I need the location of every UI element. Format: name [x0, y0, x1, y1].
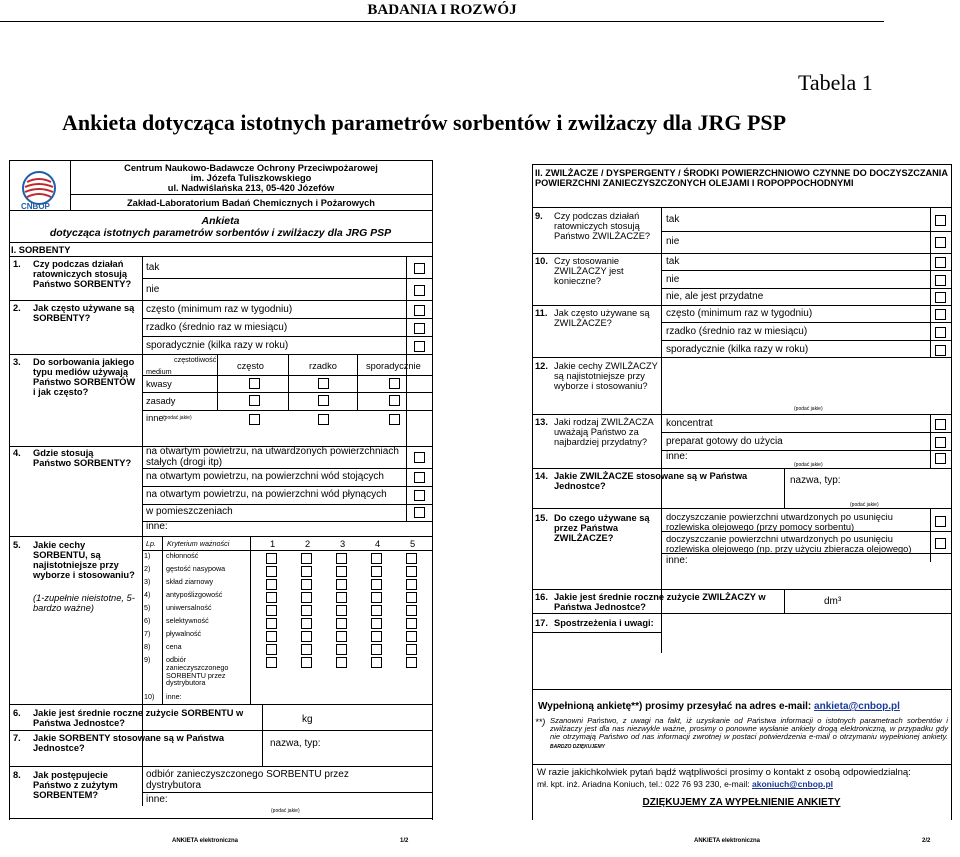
q10-text: Czy stosowanie ZWILŻACZY jest konieczne?: [554, 256, 624, 287]
q12-specify-note: (podać jakie): [794, 406, 823, 412]
q17-number: 17.: [535, 618, 548, 628]
q15-skimmer-checkbox[interactable]: [935, 538, 946, 549]
footer-page-1-label: ANKIETA elektroniczna: [172, 838, 239, 844]
q5-scale-note: (1-zupełnie nieistotne, 5-bardzo ważne): [33, 593, 135, 614]
q10-yes-checkbox[interactable]: [935, 257, 946, 268]
q7-number: 7.: [13, 733, 21, 743]
q1-option-yes: tak: [146, 262, 160, 273]
q11-sporadic-checkbox[interactable]: [935, 345, 946, 356]
q11-option-sporadic: sporadycznie (kilka razy w roku): [666, 344, 809, 355]
q10-option-useful: nie, ale jest przydatne: [666, 291, 764, 302]
q5-item-6-score-3-checkbox[interactable]: [336, 618, 347, 629]
q16-number: 16.: [535, 592, 548, 602]
q5-number: 5.: [13, 540, 21, 550]
q11-option-often: często (minimum raz w tygodniu): [666, 308, 813, 319]
q5-item-7-score-4-checkbox[interactable]: [371, 631, 382, 642]
send-email-link[interactable]: ankieta@cnbop.pl: [814, 701, 900, 712]
section-1-title: I. SORBENTY: [11, 245, 71, 255]
q5-item-7-score-3-checkbox[interactable]: [336, 631, 347, 642]
thank-you-note: DZIĘKUJEMY ZA WYPEŁNIENIE ANKIETY: [642, 797, 841, 808]
org-name: Centrum Naukowo-Badawcze Ochrony Przeciwpożarowej: [124, 163, 378, 173]
org-address: ul. Nadwiślańska 213, 05-420 Józefów: [167, 183, 335, 193]
q5-item-4-label: antypoślizgowość: [166, 590, 223, 599]
q6-unit: kg: [302, 714, 313, 725]
q14-number: 14.: [535, 471, 548, 481]
q9-option-no: nie: [666, 236, 680, 247]
q1-yes-checkbox[interactable]: [414, 263, 425, 274]
contact-person: mł. kpt. inż. Ariadna Koniuch, tel.: 022 76 93 230, e-mail:: [537, 779, 750, 789]
send-instruction: [538, 702, 900, 713]
q5-lp-header: Lp.: [146, 539, 156, 548]
q5-item-6-label: selektywność: [166, 616, 209, 625]
q12-text: Jakie cechy ZWILŻACZY są najistotniejsze przy wyborze i stosowaniu?: [554, 361, 658, 392]
q13-specify-note: (podać jakie): [794, 462, 823, 468]
section-2-title: II. ZWILŻACZE / DYSPERGENTY / ŚRODKI POWIERZCHNIOWO CZYNNE DO DOCZYSZCZANIA POWIERZCHNI ZANIECZYSZCZONYCH OLEJAMI I ROPOPPOCHODNYMI: [535, 168, 948, 188]
q3-acids-rarely-checkbox[interactable]: [318, 378, 329, 389]
q2-rarely-checkbox[interactable]: [414, 323, 425, 334]
q5-item-1-label: chłonność: [166, 551, 199, 560]
q5-item-9-score-1-checkbox[interactable]: [266, 657, 277, 668]
q14-text: Jakie ZWILŻACZE stosowane są w Państwa Jednostce?: [554, 471, 748, 492]
q13-option-ready: preparat gotowy do użycia: [666, 436, 783, 447]
q3-col-often: często: [237, 361, 264, 371]
q15-number: 15.: [535, 513, 548, 523]
q7-name-field[interactable]: nazwa, typ:: [270, 738, 321, 749]
q10-option-no: nie: [666, 274, 680, 285]
q5-item-5-score-5-checkbox[interactable]: [406, 605, 417, 616]
footer-page-2-label: ANKIETA elektroniczna: [694, 838, 761, 844]
q6-number: 6.: [13, 708, 21, 718]
q5-item-4-score-5-checkbox[interactable]: [406, 592, 417, 603]
q11-number: 11.: [535, 308, 548, 318]
contact-email-link[interactable]: akoniuch@cnbop.pl: [752, 779, 834, 789]
q5-item-4-score-2-checkbox[interactable]: [301, 592, 312, 603]
q15-option-sorbent: doczyszczanie powierzchni utwardzonych po usunięciu rozlewiska olejowego (przy pomocy sorbentu): [666, 512, 893, 533]
q5-item-9-score-5-checkbox[interactable]: [406, 657, 417, 668]
q17-text: Spostrzeżenia i uwagi:: [554, 618, 654, 628]
q11-often-checkbox[interactable]: [935, 309, 946, 320]
q15-text: Do czego używane są przez Państwa ZWILŻACZE?: [554, 513, 650, 544]
q2-option-rarely: rzadko (średnio raz w miesiącu): [146, 322, 288, 333]
q3-frequency-label: częstotliwość: [174, 355, 217, 364]
q5-item-8-score-2-checkbox[interactable]: [301, 644, 312, 655]
q1-no-checkbox[interactable]: [414, 285, 425, 296]
q5-item-5-score-2-checkbox[interactable]: [301, 605, 312, 616]
q15-option-skimmer: doczyszczanie powierzchni utwardzonych po usunięciu rozlewiska olejowego (np. przy użyciu zbieracza olejowego): [666, 534, 912, 555]
q5-scale-4: 4: [375, 539, 381, 549]
q5-item-8-score-3-checkbox[interactable]: [336, 644, 347, 655]
q4-option-indoors: w pomieszczeniach: [146, 506, 233, 517]
q3-bases-often-checkbox[interactable]: [249, 395, 260, 406]
q13-other-label: inne:: [666, 451, 688, 462]
q13-concentrate-checkbox[interactable]: [935, 419, 946, 430]
q5-item-2-score-2-checkbox[interactable]: [301, 566, 312, 577]
lab-name: Zakład-Laboratorium Badań Chemicznych i Pożarowych: [127, 198, 375, 208]
q3-other-often-checkbox[interactable]: [249, 414, 260, 425]
q8-option-distributor: odbiór zanieczyszczonego SORBENTU przez dystrybutora: [146, 769, 349, 791]
q4-text: Gdzie stosują Państwo SORBENTY?: [33, 448, 132, 469]
q3-col-rarely: rzadko: [309, 361, 337, 371]
footer-page-1-number: 1/2: [400, 838, 409, 844]
q4-option-hard-surfaces: na otwartym powietrzu, na utwardzonych powierzchniach stałych (drogi itp): [146, 446, 399, 468]
q5-item-6-score-5-checkbox[interactable]: [406, 618, 417, 629]
q11-rarely-checkbox[interactable]: [935, 327, 946, 338]
q8-other-label: inne:: [146, 794, 168, 805]
q3-bases-rarely-checkbox[interactable]: [318, 395, 329, 406]
q16-text: Jakie jest średnie roczne zużycie ZWILŻACZY w Państwa Jednostce?: [554, 592, 766, 613]
q4-hard-surfaces-checkbox[interactable]: [414, 452, 425, 463]
q5-item-8-label: cena: [166, 642, 182, 651]
q2-often-checkbox[interactable]: [414, 305, 425, 316]
q5-scale-3: 3: [340, 539, 346, 549]
q1-number: 1.: [13, 259, 21, 269]
contact-line-1: W razie jakichkolwiek pytań bądź wątpliwości prosimy o kontakt z osobą odpowiedzialną:: [537, 767, 911, 778]
q2-text: Jak często używane są SORBENTY?: [33, 303, 135, 324]
q5-item-1-score-2-checkbox[interactable]: [301, 553, 312, 564]
q14-specify-note: (podać jakie): [850, 502, 879, 508]
q3-acids-often-checkbox[interactable]: [249, 378, 260, 389]
q5-item-7-score-1-checkbox[interactable]: [266, 631, 277, 642]
survey-page-2: [532, 164, 951, 820]
running-header: BADANIA I ROZWÓJ: [367, 2, 517, 18]
q8-number: 8.: [13, 770, 21, 780]
q5-item-3-score-1-checkbox[interactable]: [266, 579, 277, 590]
table-label: Tabela 1: [798, 70, 873, 95]
q5-item-6-score-1-checkbox[interactable]: [266, 618, 277, 629]
q5-criterion-header: Kryterium ważności: [167, 539, 230, 548]
org-patron: im. Józefa Tuliszkowskiego: [190, 173, 312, 183]
q5-item-5-number: 5): [144, 603, 151, 612]
q10-number: 10.: [535, 256, 548, 266]
q5-item-9-label: odbiór zanieczyszczonego SORBENTU przez dystrybutora: [166, 655, 229, 688]
q3-acids-sporadic-checkbox[interactable]: [389, 378, 400, 389]
q3-specify-note: (podać jakie): [163, 415, 192, 421]
footer-page-2-number: 2/2: [922, 838, 931, 844]
survey-title: dotycząca istotnych parametrów sorbentów i zwilżaczy dla JRG PSP: [49, 227, 392, 239]
q11-option-rarely: rzadko (średnio raz w miesiącu): [666, 326, 808, 337]
q1-option-no: nie: [146, 284, 160, 295]
q16-unit: dm³: [824, 596, 842, 607]
q5-item-4-score-3-checkbox[interactable]: [336, 592, 347, 603]
resend-note-text: Szanowni Państwo, z uwagi na fakt, iż uzyskanie od Państwa informacji o istotnych parametrach sorbentów i zwilżaczy jest dla nas niezwykle ważne, prosimy o ponowne wysłanie ankiety drogą elektroniczną, w przypadku gdy nie otrzymają Państwo od nas informacji zwrotnej w postaci potwierdzenia e-mail o otrzymaniu wypełnionej ankiety.: [550, 716, 948, 742]
q5-scale-2: 2: [305, 539, 311, 549]
q15-sorbent-checkbox[interactable]: [935, 516, 946, 527]
q3-other-label: inne:: [146, 413, 167, 423]
q4-option-flowing-water: na otwartym powietrzu, na powierzchni wód płynących: [146, 489, 387, 500]
q3-row-bases: zasady: [146, 396, 176, 406]
q5-item-3-number: 3): [144, 577, 151, 586]
contact-line-2: [537, 780, 833, 789]
survey-page-1: [9, 160, 432, 820]
q4-other-label: inne:: [146, 521, 168, 532]
q5-item-7-number: 7): [144, 629, 151, 638]
q5-item-7-score-2-checkbox[interactable]: [301, 631, 312, 642]
q11-text: Jak często używane są ZWILŻACZE?: [554, 308, 650, 329]
q9-text: Czy podczas działań ratowniczych stosują Państwo ZWILŻACZE?: [554, 211, 651, 242]
q5-item-5-label: uniwersalność: [166, 603, 212, 612]
q5-item-9-number: 9): [144, 655, 151, 664]
q5-item-2-score-4-checkbox[interactable]: [371, 566, 382, 577]
q2-option-often: często (minimum raz w tygodniu): [146, 304, 293, 315]
q5-item-2-score-3-checkbox[interactable]: [336, 566, 347, 577]
q13-option-concentrate: koncentrat: [666, 418, 713, 429]
q2-option-sporadic: sporadycznie (kilka razy w roku): [146, 340, 289, 351]
q5-item-3-label: skład ziarnowy: [166, 577, 214, 586]
q9-number: 9.: [535, 211, 543, 221]
q5-item-6-number: 6): [144, 616, 151, 625]
q5-item-6-score-4-checkbox[interactable]: [371, 618, 382, 629]
q9-no-checkbox[interactable]: [935, 237, 946, 248]
q3-number: 3.: [13, 357, 21, 367]
q2-number: 2.: [13, 303, 21, 313]
survey-word: Ankieta: [201, 215, 240, 227]
note-star: **): [535, 717, 546, 727]
q3-other-rarely-checkbox[interactable]: [318, 414, 329, 425]
q5-item-4-number: 4): [144, 590, 151, 599]
q5-item-3-score-5-checkbox[interactable]: [406, 579, 417, 590]
q5-item-5-score-4-checkbox[interactable]: [371, 605, 382, 616]
header-rule: [0, 21, 884, 22]
q8-specify-note: (podać jakie): [271, 808, 300, 814]
q5-item-7-label: pływalność: [166, 629, 202, 638]
q5-item-1-score-3-checkbox[interactable]: [336, 553, 347, 564]
q5-item-8-score-4-checkbox[interactable]: [371, 644, 382, 655]
q5-item-2-score-1-checkbox[interactable]: [266, 566, 277, 577]
q5-item-3-score-4-checkbox[interactable]: [371, 579, 382, 590]
q10-useful-checkbox[interactable]: [935, 292, 946, 303]
q13-number: 13.: [535, 417, 548, 427]
q5-item-3-score-2-checkbox[interactable]: [301, 579, 312, 590]
q3-text: Do sorbowania jakiego typu mediów używają Państwo SORBENTÓW i jak często?: [33, 357, 136, 398]
q10-no-checkbox[interactable]: [935, 275, 946, 286]
q5-item-1-number: 1): [144, 551, 151, 560]
q9-yes-checkbox[interactable]: [935, 215, 946, 226]
q5-item-3-score-3-checkbox[interactable]: [336, 579, 347, 590]
q5-item-7-score-5-checkbox[interactable]: [406, 631, 417, 642]
q1-text: Czy podczas działań ratowniczych stosują Państwo SORBENTY?: [33, 259, 132, 290]
q13-text: Jaki rodzaj ZWILŻACZA uważają Państwo za najbardziej przydatny?: [554, 417, 654, 448]
q5-item-2-score-5-checkbox[interactable]: [406, 566, 417, 577]
q4-flowing-water-checkbox[interactable]: [414, 490, 425, 501]
q5-item-6-score-2-checkbox[interactable]: [301, 618, 312, 629]
resend-note: [550, 717, 948, 750]
q5-item-8-number: 8): [144, 642, 151, 651]
q5-scale-5: 5: [410, 539, 416, 549]
q14-name-field[interactable]: nazwa, typ:: [790, 475, 841, 486]
q13-other-checkbox[interactable]: [935, 453, 946, 464]
q4-standing-water-checkbox[interactable]: [414, 472, 425, 483]
q4-option-standing-water: na otwartym powietrzu, na powierzchni wód stojących: [146, 471, 384, 482]
q5-item-8-score-5-checkbox[interactable]: [406, 644, 417, 655]
q15-other-label: inne:: [666, 555, 688, 566]
q6-text: Jakie jest średnie roczne zużycie SORBENTU w Państwa Jednostce?: [33, 708, 244, 729]
q5-item-9-score-4-checkbox[interactable]: [371, 657, 382, 668]
q5-text: Jakie cechy SORBENTU, są najistotniejsze przy wyborze i stosowaniu?: [33, 540, 135, 581]
q5-item-1-score-4-checkbox[interactable]: [371, 553, 382, 564]
q4-indoors-checkbox[interactable]: [414, 507, 425, 518]
q3-bases-sporadic-checkbox[interactable]: [389, 395, 400, 406]
q3-row-acids: kwasy: [146, 379, 172, 389]
page-title: Ankieta dotycząca istotnych parametrów sorbentów i zwilżaczy dla JRG PSP: [62, 110, 787, 135]
q5-item-1-score-5-checkbox[interactable]: [406, 553, 417, 564]
q4-number: 4.: [13, 448, 21, 458]
q3-col-sporadic: sporadycznie: [366, 361, 421, 371]
q5-item-1-score-1-checkbox[interactable]: [266, 553, 277, 564]
send-text: Wypełnioną ankietę**) prosimy przesyłać na adres e-mail:: [538, 701, 812, 712]
q5-other-label: inne:: [166, 692, 182, 701]
q5-item-2-number: 2): [144, 564, 151, 573]
q5-item-5-score-3-checkbox[interactable]: [336, 605, 347, 616]
q10-option-yes: tak: [666, 256, 680, 267]
q5-item-9-score-3-checkbox[interactable]: [336, 657, 347, 668]
resend-note-thanks: BARDZO DZIĘKUJEMY: [550, 743, 606, 750]
q3-medium-label: medium: [146, 367, 172, 376]
q7-text: Jakie SORBENTY stosowane są w Państwa Jednostce?: [33, 733, 225, 754]
q5-scale-1: 1: [270, 539, 276, 549]
q5-item-9-score-2-checkbox[interactable]: [301, 657, 312, 668]
q5-item-8-score-1-checkbox[interactable]: [266, 644, 277, 655]
q5-item-2-label: gęstość nasypowa: [166, 564, 226, 573]
q8-text: Jak postępujecie Państwo z zużytym SORBENTEM?: [33, 770, 118, 801]
q5-item-4-score-1-checkbox[interactable]: [266, 592, 277, 603]
q2-sporadic-checkbox[interactable]: [414, 341, 425, 352]
q13-ready-checkbox[interactable]: [935, 437, 946, 448]
q12-number: 12.: [535, 361, 548, 371]
q5-item-4-score-4-checkbox[interactable]: [371, 592, 382, 603]
q5-item-5-score-1-checkbox[interactable]: [266, 605, 277, 616]
q9-option-yes: tak: [666, 214, 680, 225]
q3-other-sporadic-checkbox[interactable]: [389, 414, 400, 425]
q5-item-10-number: 10): [144, 692, 155, 701]
logo-text: CNBOP: [21, 202, 50, 211]
